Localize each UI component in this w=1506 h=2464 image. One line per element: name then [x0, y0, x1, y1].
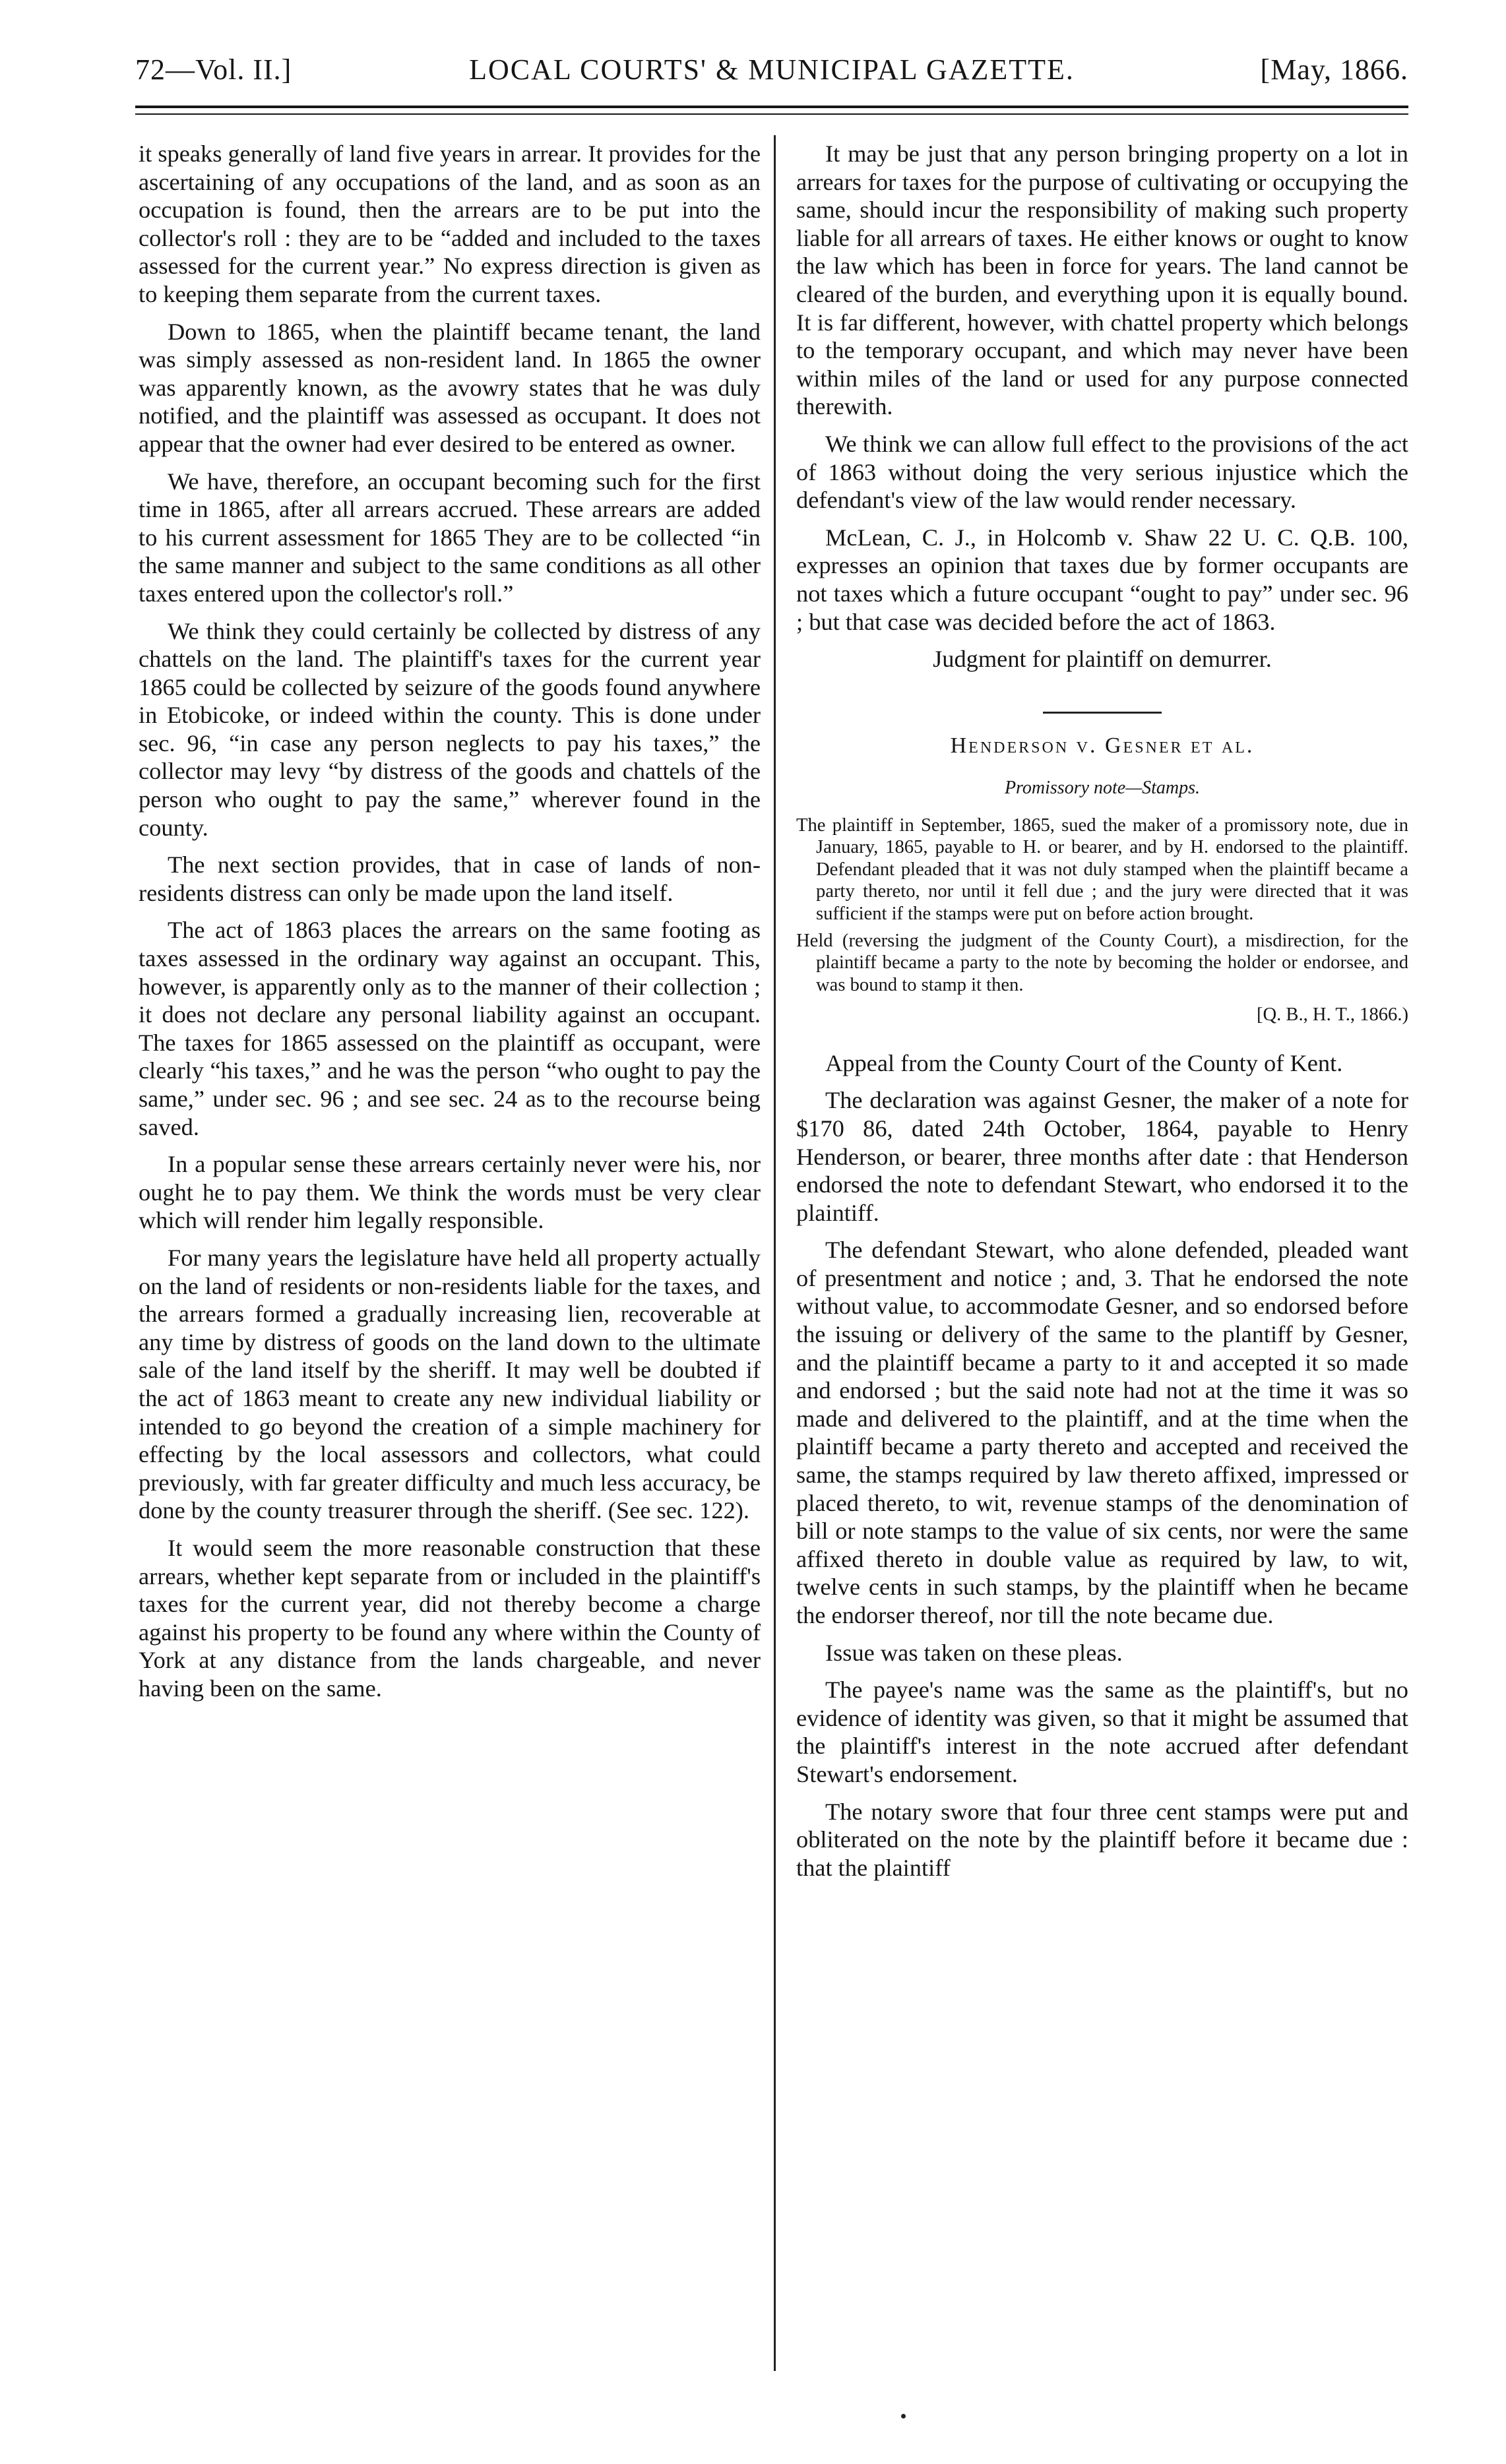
left-paragraph: We think they could certainly be collected by distress of any chattels on the land. The plaintiff's taxes for the current year 1865 could be collected by seizure of the goods found anywhere in Etobicoke, or indeed within the county. This is done under sec. 96, “in case any person neglects to pay his taxes,” the collector may levy “by distress of the goods and chattels of the person who ought to pay the same,” wherever found in the county.: [139, 617, 761, 841]
issue-date: [May, 1866.: [1260, 53, 1408, 86]
left-paragraph: It would seem the more reasonable construction that these arrears, whether kept separate from or included in the plaintiff's taxes for the current year, did not thereby become a charge against his property to be found any where within the County of York at any distance from the lands chargeable, and never having been on the same.: [139, 1534, 761, 1702]
case-holding: Held (reversing the judgment of the County Court), a misdirection, for the plaintiff became a party to the note by becoming the holder or endorsee, and was bound to stamp it then.: [796, 930, 1408, 995]
case-citation: [Q. B., H. T., 1866.): [1256, 1004, 1408, 1026]
judgment-line: Judgment for plaintiff on demurrer.: [933, 646, 1272, 673]
volume-page-number: 72—Vol. II.]: [135, 53, 292, 86]
right-paragraph: The payee's name was the same as the plaintiff's, but no evidence of identity was given, so that it might be assumed that the plaintiff's interest in the note accrued after defendant Stewart's endorsement.: [796, 1677, 1408, 1787]
left-paragraph: For many years the legislature have held all property actually on the land of residents or non-residents liable for the taxes, and the arrears formed a gradually increasing lien, recoverable at any time by distress of goods on the land down to the ultimate sale of the land itself by the sheriff. It may well be doubted if the act of 1863 meant to create any new individual liability or intended to go beyond the creation of a simple machinery for effecting by the local assessors and collectors, what could previously, with far greater difficulty and much less accuracy, be done by the county treasurer through the sheriff. (See sec. 122).: [139, 1244, 761, 1524]
right-paragraph: The declaration was against Gesner, the maker of a note for $170 86, dated 24th October, 1864, payable to Henry Henderson, or bearer, three months after date : that Henderson endorsed the note to defendant Stewart, who endorsed it to the plaintiff.: [796, 1087, 1408, 1226]
left-paragraph: it speaks generally of land five years in arrear. It provides for the ascertaining of any occupations of the land, and as soon as an occupation is found, then the arrears are to be put into the collector's roll : they are to be “added and included to the taxes assessed for the current year.” No express direction is given as to keeping them separate from the current taxes.: [139, 140, 761, 307]
page-mark: [901, 2414, 906, 2418]
left-paragraph: The act of 1863 places the arrears on the same footing as taxes assessed in the ordinary way against an occupant. This, however, is apparently only as to the manner of their collection ; it does not declare any personal liability against an occupant. The taxes for 1865 assessed on the plaintiff as occupant, were clearly “his taxes,” and he was the person “who ought to pay the same,” under sec. 96 ; and see sec. 24 as to the recourse being saved.: [139, 917, 761, 1140]
case-title: Henderson v. Gesner et al.: [950, 733, 1255, 758]
right-paragraph: It may be just that any person bringing property on a lot in arrears for taxes for the purpose of cultivating or occupying the same, should incur the responsibility of making such property liable for all arrears of taxes. He either knows or ought to know the law which has been in force for years. The land cannot be cleared of the burden, and everything upon it is equally bound. It is far different, however, with chattel property which belongs to the temporary occupant, and which may never have been within miles of the land or used for any purpose connected therewith.: [796, 140, 1408, 420]
case-subject: Promissory note—Stamps.: [1004, 778, 1201, 799]
right-paragraph: Appeal from the County Court of the County of Kent.: [825, 1049, 1343, 1076]
right-paragraph: The defendant Stewart, who alone defended, pleaded want of presentment and notice ; and, 3. That he endorsed the note without value, to accommodate Gesner, and so endorsed before the issuing or delivery of the same to the plantiff by Gesner, and the plaintiff became a party to it and accepted it so made and endorsed ; but the said note had not at the time it was so made and delivered to the plaintiff, and at the time when the plaintiff became a party thereto and accepted and received the same, the stamps required by law thereto affixed, impressed or placed thereto, to wit, revenue stamps of the denomination of bill or note stamps to the value of six cents, nor were the same affixed thereto in double value as required by law, to wit, twelve cents in such stamps, by the plaintiff when he became the endorser thereof, nor till the note became due.: [796, 1237, 1408, 1628]
right-paragraph: The notary swore that four three cent stamps were put and obliterated on the note by the plaintiff before it became due : that the plaintiff: [796, 1798, 1408, 1881]
right-paragraph: We think we can allow full effect to the provisions of the act of 1863 without doing the very serious injustice which the defendant's view of the law would render necessary.: [796, 430, 1408, 514]
right-column: [796, 140, 1408, 1891]
case-separator-rule: [1043, 712, 1162, 714]
case-headnote: The plaintiff in September, 1865, sued the maker of a promissory note, due in January, 1865, payable to H. or bearer, and by H. endorsed to the plaintiff. Defendant pleaded that it was not duly stamped when the plaintiff became a party thereto, nor until it fell due ; and the jury were directed that it was sufficient if the stamps were put on before action brought.: [796, 815, 1408, 924]
left-paragraph: Down to 1865, when the plaintiff became tenant, the land was simply assessed as non-resident land. In 1865 the owner was apparently known, as the avowry states that he was duly notified, and the plaintiff was assessed as occupant. It does not appear that the owner had ever desired to be entered as owner.: [139, 318, 761, 457]
page-header: [135, 46, 1408, 102]
publication-title: LOCAL COURTS' & MUNICIPAL GAZETTE.: [469, 53, 1075, 86]
header-rule-thick: [135, 106, 1408, 108]
left-column: [139, 140, 761, 1711]
column-divider: [774, 135, 776, 2371]
left-paragraph: The next section provides, that in case of lands of non-residents distress can only be made upon the land itself.: [139, 851, 761, 906]
left-paragraph: We have, therefore, an occupant becoming such for the first time in 1865, after all arrears accrued. These arrears are added to his current assessment for 1865 They are to be collected “in the same manner and subject to the same conditions as all other taxes entered upon the collector's roll.”: [139, 468, 761, 607]
right-paragraph: Issue was taken on these pleas.: [825, 1639, 1123, 1666]
left-paragraph: In a popular sense these arrears certainly never were his, nor ought he to pay them. We think the words must be very clear which will render him legally responsible.: [139, 1151, 761, 1234]
header-rule-thin: [135, 113, 1408, 115]
right-paragraph: McLean, C. J., in Holcomb v. Shaw 22 U. C. Q.B. 100, expresses an opinion that taxes due by former occupants are not taxes which a future occupant “ought to pay” under sec. 96 ; but that case was decided before the act of 1863.: [796, 524, 1408, 635]
